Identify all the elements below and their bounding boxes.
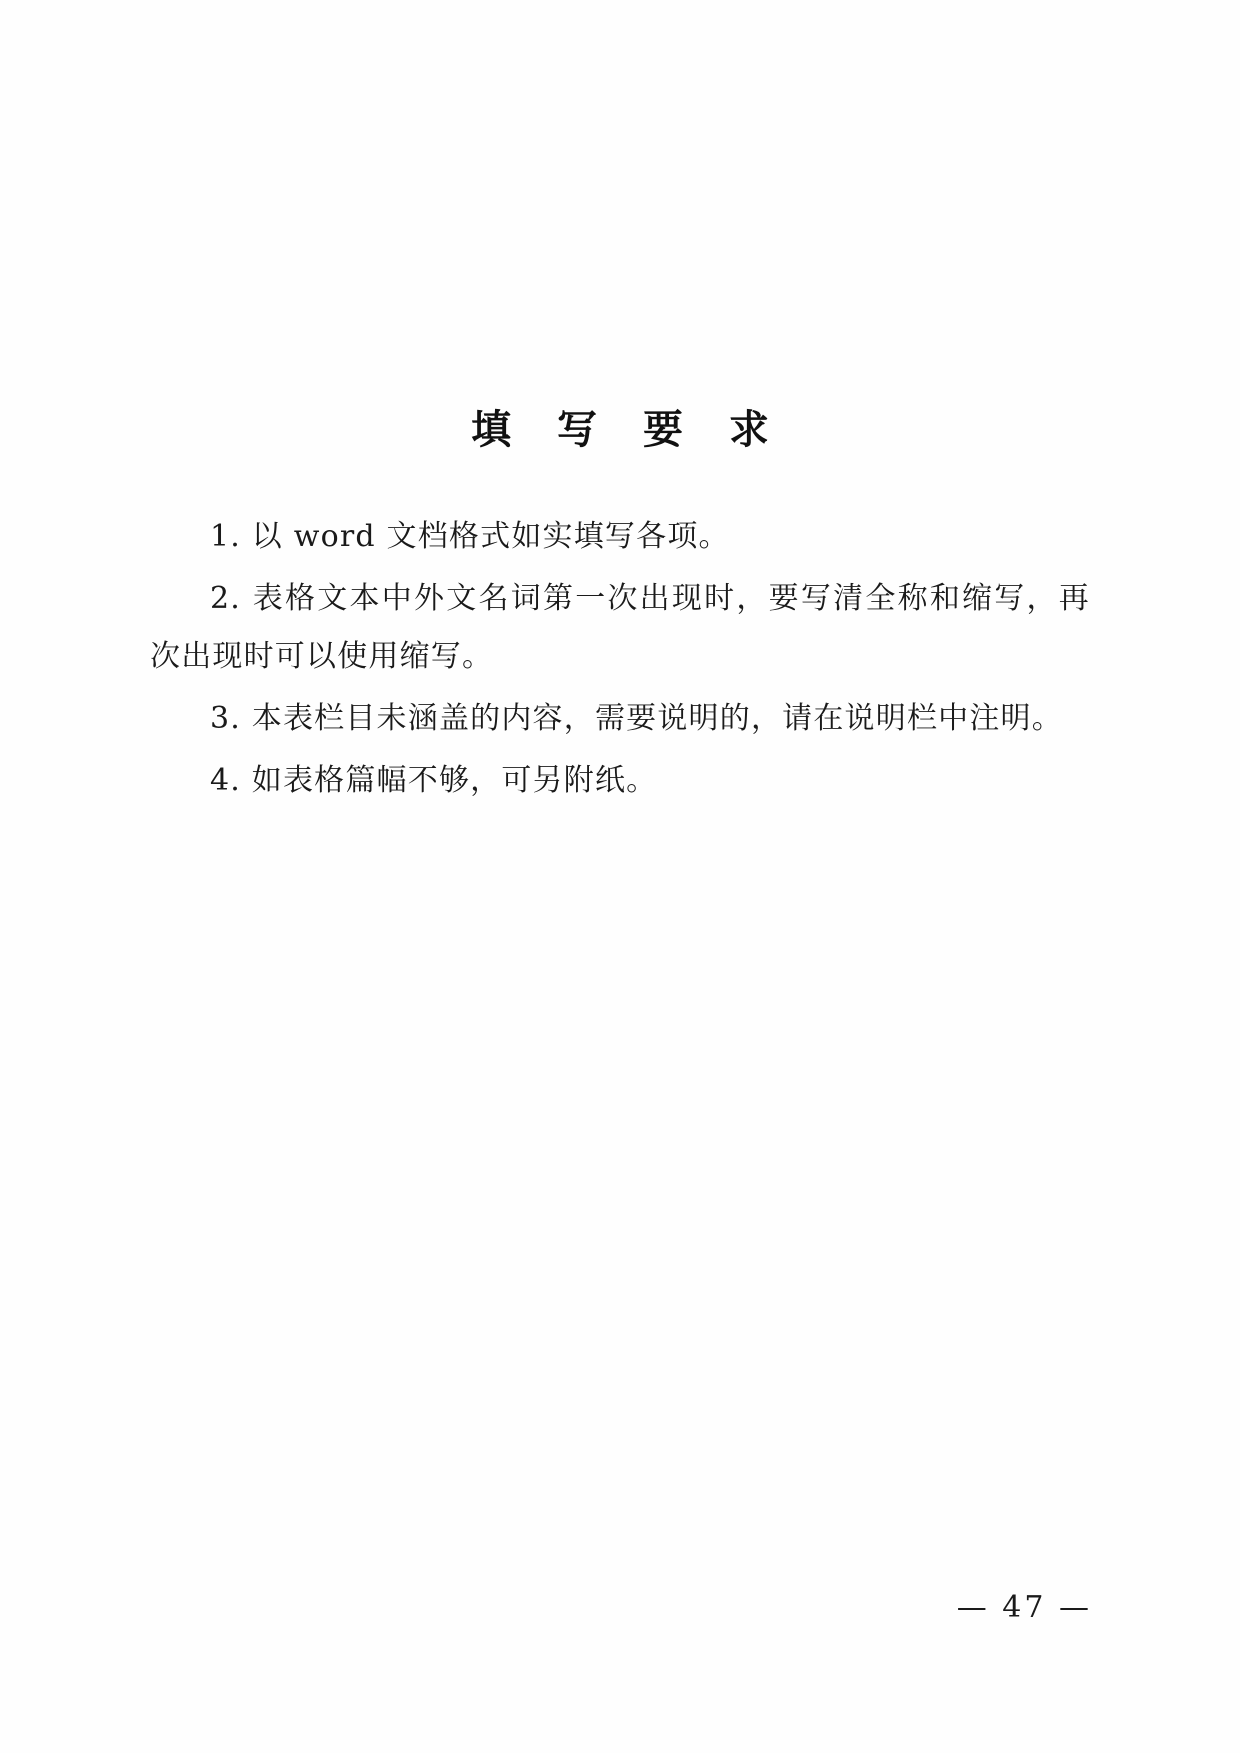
- paragraph-item: 4. 如表格篇幅不够，可另附纸。: [210, 762, 658, 798]
- page-number: — 47 —: [956, 1590, 1092, 1625]
- page-title: 填 写 要 求: [471, 406, 785, 453]
- paragraph-item: 2. 表格文本中外文名词第一次出现时，要写清全称和缩写，再次出现时可以使用缩写。: [150, 580, 1090, 674]
- paragraph-item: 1. 以 word 文档格式如实填写各项。: [210, 519, 730, 554]
- paragraph-item: 3. 本表栏目未涵盖的内容，需要说明的，请在说明栏中注明。: [210, 700, 1063, 736]
- document-body: [150, 508, 1090, 813]
